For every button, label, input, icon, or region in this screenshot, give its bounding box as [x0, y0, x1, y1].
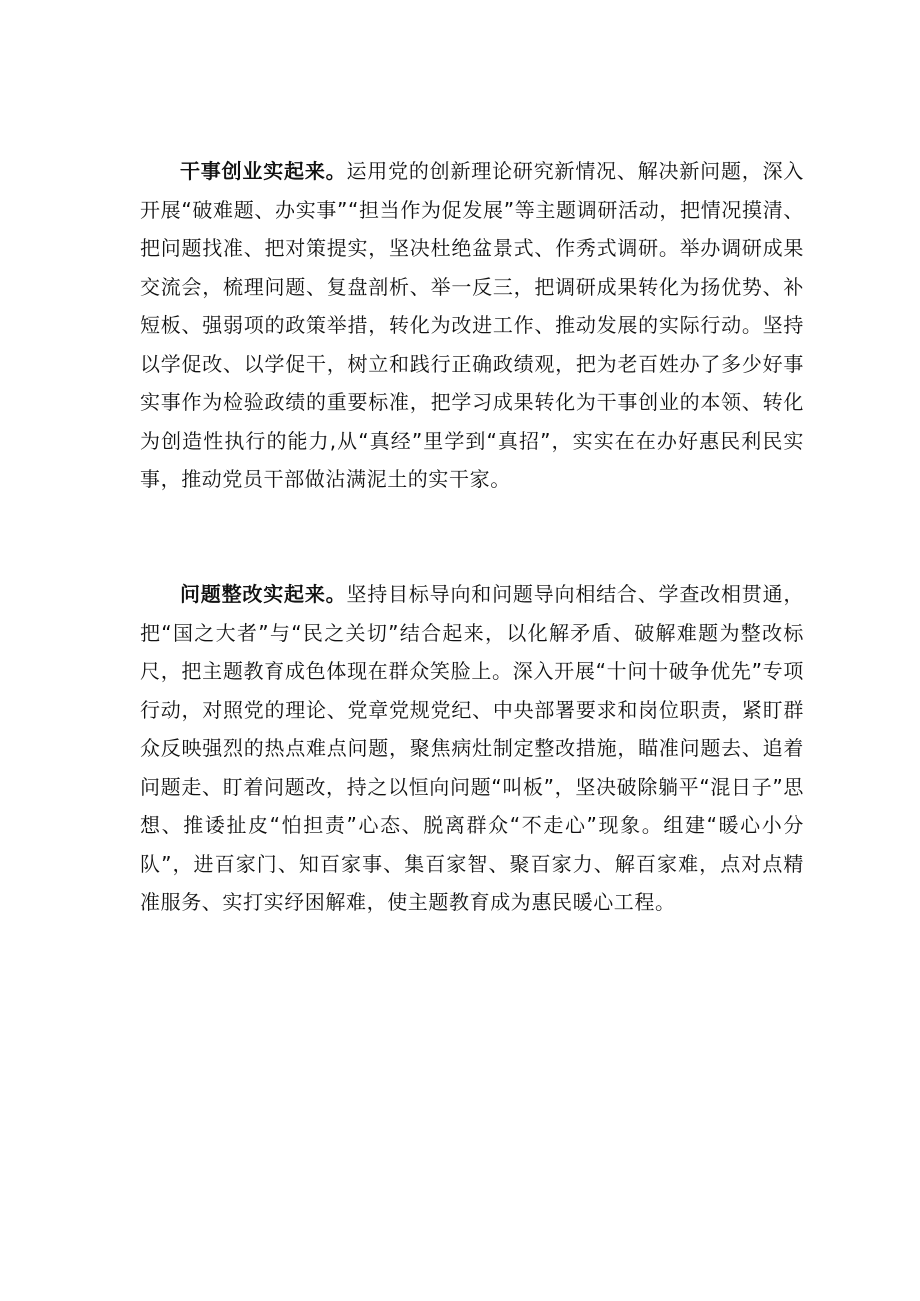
- paragraph-1: [140, 152, 804, 575]
- document-body: [140, 152, 804, 922]
- paragraph-1-text: 运用党的创新理论研究新情况、解决新问题，深入开展“破难题、办实事”“担当作为促发展”等主题调研活动，把情况摸清、把问题找准、把对策提实，坚决杜绝盆景式、作秀式调研。举办调研成果交流会，梳理问题、复盘剖析、举一反三，把调研成果转化为扬优势、补短板、强弱项的政策举措，转化为改进工作、推动发展的实际行动。坚持以学促改、以学促干，树立和践行正确政绩观，把为老百姓办了多少好事实事作为检验政绩的重要标准，把学习成果转化为干事创业的本领、转化为创造性执行的能力,从“真经”里学到“真招”，实实在在办好惠民利民实事，推动党员干部做沾满泥土的实干家。: [140, 159, 804, 491]
- paragraph-2-heading: 问题整改实起来。: [180, 582, 347, 606]
- paragraph-2: [140, 575, 804, 922]
- paragraph-2-text: 坚持目标导向和问题导向相结合、学查改相贯通，把“国之大者”与“民之关切”结合起来，以化解矛盾、破解难题为整改标尺，把主题教育成色体现在群众笑脸上。深入开展“十问十破争优先”专项行动，对照党的理论、党章党规党纪、中央部署要求和岗位职责，紧盯群众反映强烈的热点难点问题，聚焦病灶制定整改措施，瞄准问题去、追着问题走、盯着问题改，持之以恒向问题“叫板”，坚决破除躺平“混日子”思想、推诿扯皮“怕担责”心态、脱离群众“不走心”现象。组建“暖心小分队”，进百家门、知百家事、集百家智、聚百家力、解百家难，点对点精准服务、实打实纾困解难，使主题教育成为惠民暖心工程。: [140, 582, 804, 914]
- paragraph-1-heading: 干事创业实起来。: [180, 159, 347, 183]
